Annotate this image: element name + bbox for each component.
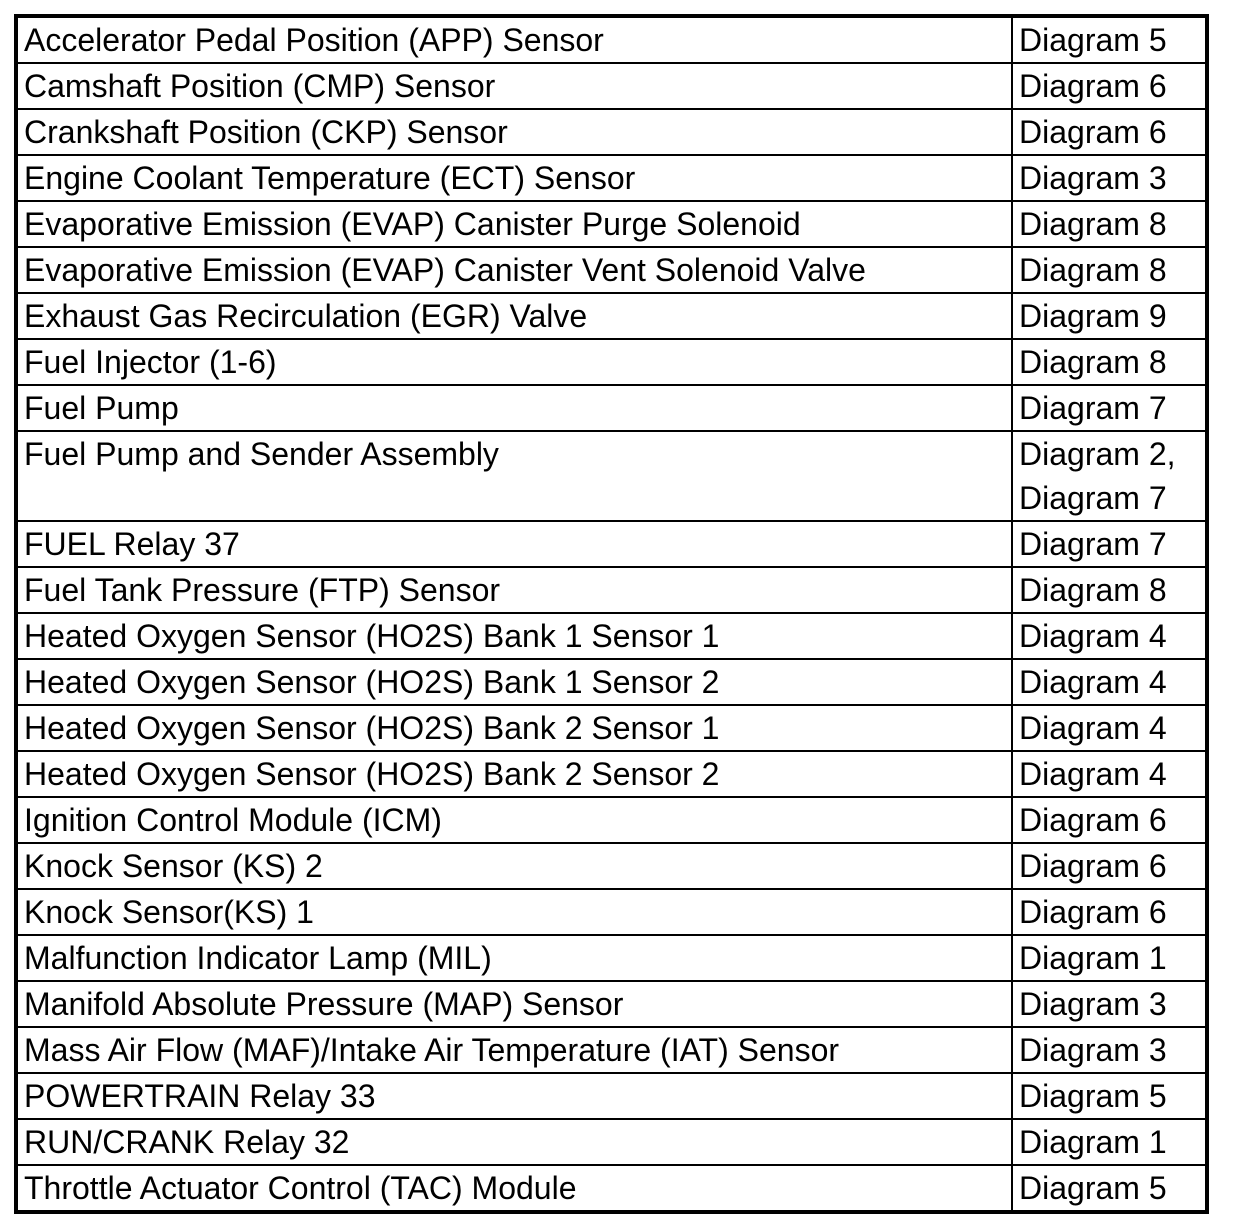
component-name-cell: Fuel Injector (1-6) — [16, 339, 1012, 385]
component-name-cell: Manifold Absolute Pressure (MAP) Sensor — [16, 981, 1012, 1027]
table-row — [16, 155, 1207, 201]
diagram-reference-cell — [1012, 797, 1207, 843]
diagram-reference-cell — [1012, 935, 1207, 981]
diagram-reference-cell — [1012, 247, 1207, 293]
diagram-reference: Diagram 3 — [1019, 1032, 1167, 1068]
table-row — [16, 935, 1207, 981]
table-row — [16, 613, 1207, 659]
table-row — [16, 431, 1207, 521]
diagram-reference: Diagram 3 — [1019, 986, 1167, 1022]
table-row — [16, 109, 1207, 155]
table-row — [16, 16, 1207, 63]
diagram-reference-cell — [1012, 1165, 1207, 1212]
component-name-cell: Evaporative Emission (EVAP) Canister Vent Solenoid Valve — [16, 247, 1012, 293]
diagram-reference: Diagram 4 — [1019, 664, 1167, 700]
table-row — [16, 1119, 1207, 1165]
table-row — [16, 659, 1207, 705]
component-name-cell: Mass Air Flow (MAF)/Intake Air Temperature (IAT) Sensor — [16, 1027, 1012, 1073]
table-row — [16, 201, 1207, 247]
diagram-reference-cell — [1012, 889, 1207, 935]
diagram-reference: Diagram 2, — [1019, 436, 1176, 472]
diagram-reference: Diagram 7 — [1019, 480, 1167, 516]
diagram-reference: Diagram 1 — [1019, 1124, 1167, 1160]
diagram-reference-cell — [1012, 981, 1207, 1027]
diagram-reference-cell — [1012, 16, 1207, 63]
diagram-reference: Diagram 6 — [1019, 848, 1167, 884]
component-name-cell: Heated Oxygen Sensor (HO2S) Bank 2 Sensor 2 — [16, 751, 1012, 797]
component-name-cell: Engine Coolant Temperature (ECT) Sensor — [16, 155, 1012, 201]
table-row — [16, 1073, 1207, 1119]
diagram-reference: Diagram 5 — [1019, 1078, 1167, 1114]
table-row — [16, 339, 1207, 385]
table-row — [16, 567, 1207, 613]
component-name-cell: Heated Oxygen Sensor (HO2S) Bank 1 Sensor 1 — [16, 613, 1012, 659]
diagram-reference: Diagram 4 — [1019, 710, 1167, 746]
diagram-reference-cell — [1012, 431, 1207, 521]
component-name-cell: Heated Oxygen Sensor (HO2S) Bank 2 Sensor 1 — [16, 705, 1012, 751]
diagram-reference: Diagram 3 — [1019, 160, 1167, 196]
component-name-cell: Fuel Pump and Sender Assembly — [16, 431, 1012, 521]
diagram-reference: Diagram 8 — [1019, 572, 1167, 608]
diagram-reference: Diagram 8 — [1019, 206, 1167, 242]
component-name-cell: Exhaust Gas Recirculation (EGR) Valve — [16, 293, 1012, 339]
diagram-reference: Diagram 7 — [1019, 390, 1167, 426]
table-body — [16, 16, 1207, 1212]
diagram-reference-cell — [1012, 293, 1207, 339]
diagram-reference-cell — [1012, 339, 1207, 385]
diagram-reference-cell — [1012, 1119, 1207, 1165]
diagram-reference-cell — [1012, 385, 1207, 431]
component-name-cell: Evaporative Emission (EVAP) Canister Purge Solenoid — [16, 201, 1012, 247]
table-row — [16, 247, 1207, 293]
component-name-cell: FUEL Relay 37 — [16, 521, 1012, 567]
table-row — [16, 751, 1207, 797]
component-name-cell: Crankshaft Position (CKP) Sensor — [16, 109, 1012, 155]
diagram-reference: Diagram 4 — [1019, 618, 1167, 654]
diagram-reference: Diagram 7 — [1019, 526, 1167, 562]
table-row — [16, 981, 1207, 1027]
diagram-reference-cell — [1012, 567, 1207, 613]
diagram-reference: Diagram 6 — [1019, 114, 1167, 150]
diagram-reference-cell — [1012, 1073, 1207, 1119]
table-row — [16, 797, 1207, 843]
diagram-reference-cell — [1012, 659, 1207, 705]
component-name-cell: Knock Sensor(KS) 1 — [16, 889, 1012, 935]
diagram-reference: Diagram 8 — [1019, 252, 1167, 288]
component-name-cell: Throttle Actuator Control (TAC) Module — [16, 1165, 1012, 1212]
diagram-reference: Diagram 6 — [1019, 68, 1167, 104]
diagram-reference-cell — [1012, 155, 1207, 201]
diagram-reference: Diagram 8 — [1019, 344, 1167, 380]
component-name-cell: Heated Oxygen Sensor (HO2S) Bank 1 Sensor 2 — [16, 659, 1012, 705]
table-row — [16, 843, 1207, 889]
component-name-cell: Knock Sensor (KS) 2 — [16, 843, 1012, 889]
table-row — [16, 521, 1207, 567]
diagram-reference-cell — [1012, 201, 1207, 247]
diagram-reference-cell — [1012, 613, 1207, 659]
diagram-reference-cell — [1012, 843, 1207, 889]
component-name-cell: Fuel Pump — [16, 385, 1012, 431]
component-name-cell: Malfunction Indicator Lamp (MIL) — [16, 935, 1012, 981]
diagram-reference-cell — [1012, 63, 1207, 109]
table-row — [16, 385, 1207, 431]
diagram-reference-cell — [1012, 109, 1207, 155]
diagram-reference-cell — [1012, 521, 1207, 567]
component-name-cell: POWERTRAIN Relay 33 — [16, 1073, 1012, 1119]
table-row — [16, 63, 1207, 109]
component-name-cell: Fuel Tank Pressure (FTP) Sensor — [16, 567, 1012, 613]
table-row — [16, 889, 1207, 935]
diagram-reference-cell — [1012, 1027, 1207, 1073]
diagram-reference-cell — [1012, 751, 1207, 797]
table-row — [16, 1165, 1207, 1212]
table-row — [16, 1027, 1207, 1073]
diagram-reference: Diagram 6 — [1019, 802, 1167, 838]
diagram-reference: Diagram 4 — [1019, 756, 1167, 792]
diagram-reference: Diagram 6 — [1019, 894, 1167, 930]
component-name-cell: Ignition Control Module (ICM) — [16, 797, 1012, 843]
component-name-cell: Accelerator Pedal Position (APP) Sensor — [16, 16, 1012, 63]
table-row — [16, 705, 1207, 751]
diagram-reference: Diagram 5 — [1019, 1170, 1167, 1206]
component-name-cell: Camshaft Position (CMP) Sensor — [16, 63, 1012, 109]
component-diagram-table — [14, 14, 1209, 1214]
diagram-reference: Diagram 5 — [1019, 22, 1167, 58]
diagram-reference: Diagram 9 — [1019, 298, 1167, 334]
diagram-reference-cell — [1012, 705, 1207, 751]
component-name-cell: RUN/CRANK Relay 32 — [16, 1119, 1012, 1165]
diagram-reference: Diagram 1 — [1019, 940, 1167, 976]
table-row — [16, 293, 1207, 339]
